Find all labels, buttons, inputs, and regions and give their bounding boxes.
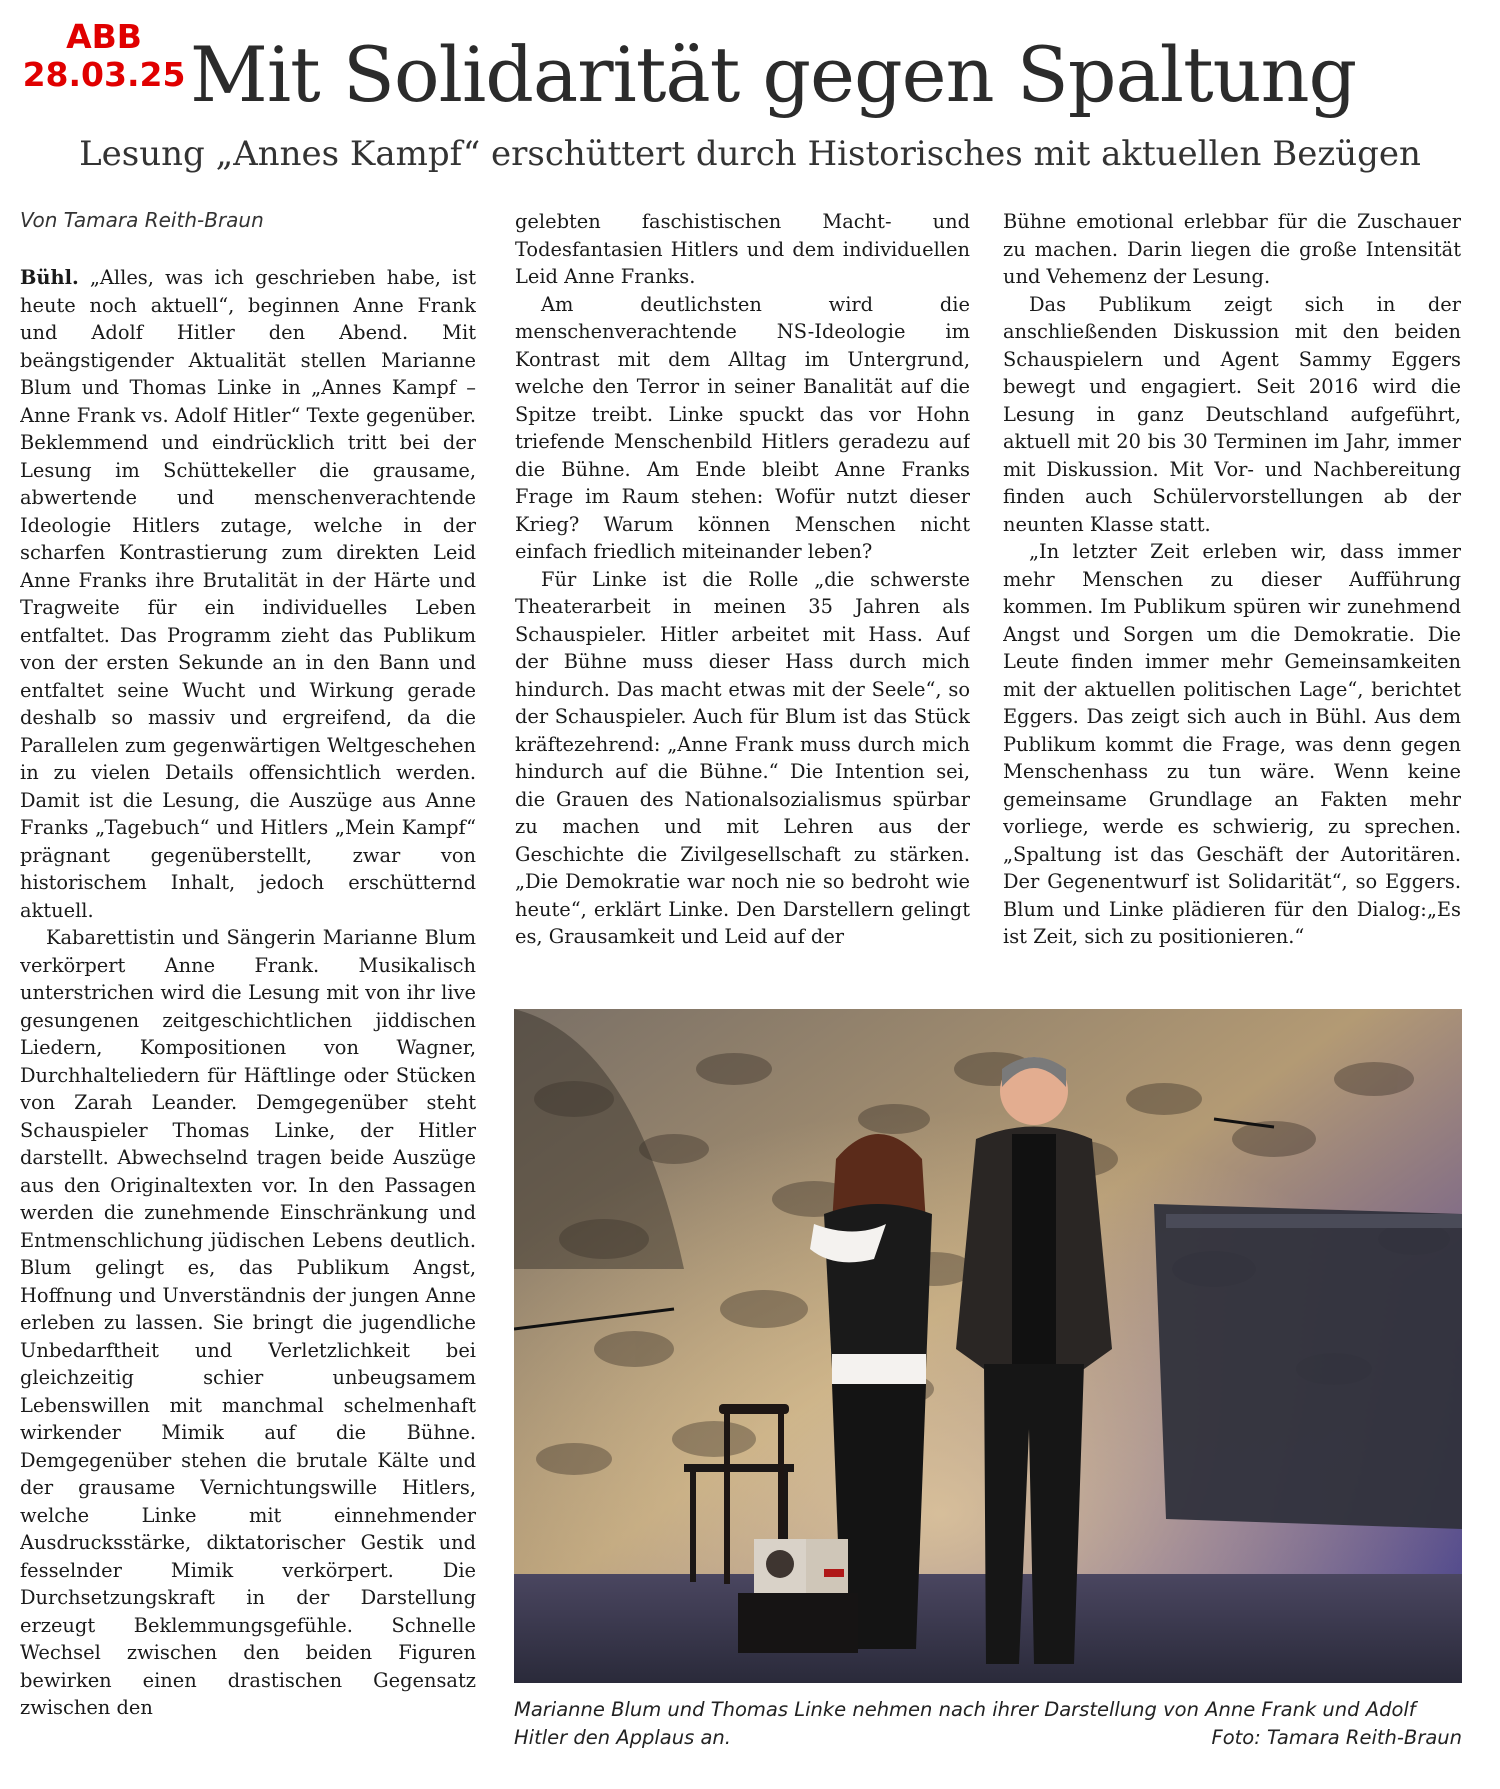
article-photo [514, 1009, 1462, 1683]
article-subheadline: Lesung „Annes Kampf“ erschüttert durch Historisches mit aktuellen Bezügen [79, 134, 1421, 174]
article-column-2 [515, 208, 970, 973]
stamp-label: ABB [66, 17, 142, 56]
article-paragraph [20, 264, 476, 924]
article-byline: Von Tamara Reith-Braun [20, 208, 264, 232]
article-paragraph: Bühne emotional erlebbar für die Zuschauer zu machen. Darin liegen die große Intensität und Vehemenz der Lesung. [1003, 210, 1461, 288]
paragraph-text: „Alles, was ich geschrieben habe, ist heute noch aktuell“, beginnen Anne Frank und Adolf Hitler den Abend. Mit beängstigender Aktualität stellen Marianne Blum und Thomas Linke in „Annes Kampf – Anne Frank vs. Adolf Hitler“ Texte gegenüber. Beklemmend und eindrücklich tritt bei der Lesung im Schüttekeller die grausame, abwertende und menschenverachtende Ideologie Hitlers zutage, welche in der scharfen Kontrastierung zum direkten Leid Anne Franks ihre Brutalität in der Härte und Tragweite für ein individuelles Leben entfaltet. Das Programm zieht das Publikum von der ersten Sekunde an in den Bann und entfaltet seine Wucht und Wirkung gerade deshalb so massiv und ergreifend, da die Parallelen zum gegenwärtigen Weltgeschehen in zu vielen Details offensichtlich werden. Damit ist die Lesung, die Auszüge aus Anne Franks „Tagebuch“ und Hitlers „Mein Kampf“ prägnant gegenüberstellt, zwar von historischem Inhalt, jedoch erschütternd aktuell. [20, 266, 476, 922]
stage-photo-illustration [514, 1009, 1462, 1683]
date-stamp [14, 18, 194, 94]
article-column-3 [1003, 208, 1461, 973]
caption-text: Marianne Blum und Thomas Linke nehmen nach ihrer Darstellung von Anne Frank und Adolf Hitler den Applaus an. [514, 1698, 1416, 1749]
article-paragraph: Das Publikum zeigt sich in der anschließenden Diskussion mit den beiden Schauspielern und Agent Sammy Eggers bewegt und engagiert. Seit 2016 wird die Lesung in ganz Deutschland aufgeführt, aktuell mit 20 bis 30 Terminen im Jahr, immer mit Diskussion. Mit Vor- und Nachbereitung finden auch Schülervorstellungen ab der neunten Klasse statt. [1003, 292, 1461, 536]
article-column-1 [20, 264, 476, 1784]
article-paragraph: Für Linke ist die Rolle „die schwerste Theaterarbeit in meinen 35 Jahren als Schauspieler. Hitler arbeitet mit Hass. Auf der Bühne muss dieser Hass durch mich hindurch. Das macht etwas mit der Seele“, so der Schauspieler. Auch für Blum ist das Stück kräftezehrend: „Anne Frank muss durch mich hindurch auf die Bühne.“ Die Intention sei, die Grauen des Nationalsozialismus spürbar zu machen und mit Lehren aus der Geschichte die Zivilgesellschaft zu stärken. „Die Demokratie war noch nie so bedroht wie heute“, erklärt Linke. Den Darstellern gelingt es, Grausamkeit und Leid auf der [515, 567, 970, 948]
article-headline: Mit Solidarität gegen Spaltung [190, 30, 1357, 119]
article-paragraph: gelebten faschistischen Macht- und Todesfantasien Hitlers und dem individuellen Leid Anne Franks. [515, 210, 970, 288]
dateline: Bühl. [20, 266, 79, 289]
stamp-date: 28.03.25 [22, 55, 186, 94]
photo-caption [514, 1696, 1462, 1752]
article-paragraph: Am deutlichsten wird die menschenverachtende NS-Ideologie im Kontrast mit dem Alltag im Untergrund, welche den Terror in seiner Banalität auf die Spitze treibt. Linke spuckt das vor Hohn triefende Menschenbild Hitlers geradezu auf die Bühne. Am Ende bleibt Anne Franks Frage im Raum stehen: Wofür nutzt dieser Krieg? Warum können Menschen nicht einfach friedlich miteinander leben? [515, 292, 970, 563]
books-prop [738, 1539, 858, 1653]
lectern [1154, 1204, 1462, 1529]
article-paragraph: Kabarettistin und Sängerin Marianne Blum verkörpert Anne Frank. Musikalisch unterstrichen wird die Lesung mit von ihr live gesungenen zeitgeschichtlichen jiddischen Liedern, Kompositionen von Wagner, Durchhalteliedern für Häftlinge oder Stücken von Zarah Leander. Demgegenüber steht Schauspieler Thomas Linke, der Hitler darstellt. Abwechselnd tragen beide Auszüge aus den Originaltexten vor. In den Passagen werden die zunehmende Einschränkung und Entmenschlichung jüdischen Lebens deutlich. Blum gelingt es, das Publikum Angst, Hoffnung und Unverständnis der jungen Anne erleben zu lassen. Sie bringt die jugendliche Unbedarftheit und Verletzlichkeit bei gleichzeitig schier unbeugsamem Lebenswillen mit manchmal schelmenhaft wirkender Mimik auf die Bühne. Demgegenüber stehen die brutale Kälte und der grausame Vernichtungswille Hitlers, welche Linke mit einnehmender Ausdrucksstärke, diktatorischer Gestik und fesselnder Mimik verkörpert. Die Durchsetzungskraft in der Darstellung erzeugt Beklemmungsgefühle. Schnelle Wechsel zwischen den beiden Figuren bewirken einen drastischen Gegensatz zwischen den [20, 926, 476, 1719]
photo-credit: Foto: Tamara Reith-Braun [1211, 1726, 1462, 1749]
article-paragraph: „In letzter Zeit erleben wir, dass immer mehr Menschen zu dieser Aufführung kommen. Im Publikum spüren wir zunehmend Angst und Sorgen um die Demokratie. Die Leute finden immer mehr Gemeinsamkeiten mit der aktuellen politischen Lage“, berichtet Eggers. Das zeigt sich auch in Bühl. Aus dem Publikum kommt die Frage, was denn gegen Menschenhass zu tun wäre. Wenn keine gemeinsame Grundlage an Fakten mehr vorliege, werde es schwierig, zu sprechen. „Spaltung ist das Geschäft der Autoritären. Der Gegenentwurf ist Solidarität“, so Eggers. Blum und Linke plädieren für den Dialog:„Es ist Zeit, sich zu positionieren.“ [1003, 540, 1461, 948]
